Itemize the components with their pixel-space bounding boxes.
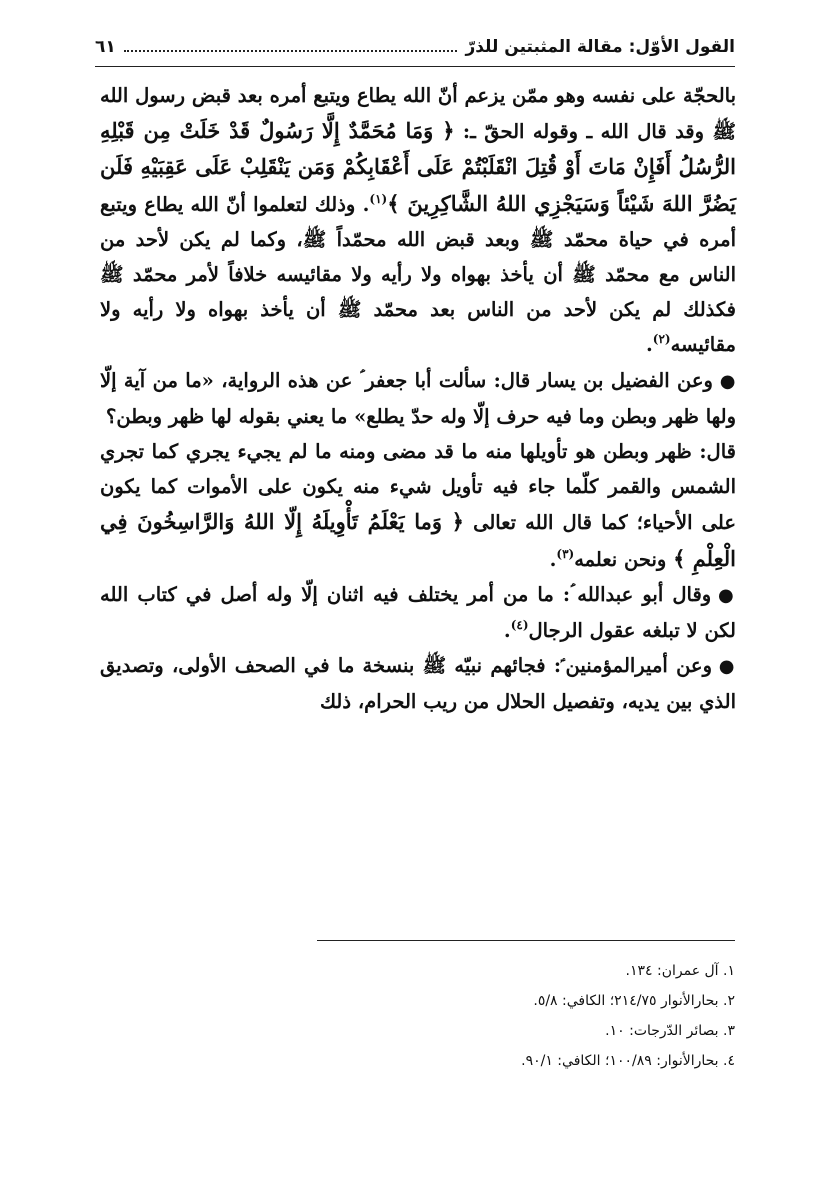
paragraph-end: . xyxy=(549,547,557,571)
paragraph-4 xyxy=(100,577,736,648)
quran-verse: ﴿ وَما يَعْلَمُ تَأْوِيلَهُ إِلّا اللهُ وَالرَّاسِخُونَ فِي الْعِلْمِ ﴾ xyxy=(100,509,736,571)
bullet-icon: ● xyxy=(719,370,736,392)
footnote-2: ٢. بحارالأنوار ٢١٤/٧٥؛ الكافي: ٥/٨. xyxy=(533,993,735,1009)
paragraph-5 xyxy=(100,648,736,719)
paragraph-text: . وذلك لتعلموا أنّ الله يطاع ويتبع أمره في حياة محمّد ﷺ وبعد قبض الله محمّداً ﷺ، وكما لم يكن لأحد من الناس مع محمّد ﷺ أن يأخذ بهواه ولا رأيه ولا مقائيسه خلافاً لأمر محمّد ﷺ فكذلك لم يكن لأحد من الناس بعد محمّد ﷺ أن يأخذ بهواه ولا رأيه ولا مقائيسه xyxy=(100,192,736,357)
chapter-title: القول الأوّل: مقالة المثبتين للذرّ xyxy=(465,37,735,57)
footnote-rule xyxy=(317,940,735,941)
footnote-ref-2: (٢) xyxy=(652,332,671,347)
bullet-icon: ● xyxy=(718,656,736,678)
paragraph-text: وعن أميرالمؤمنين ؑ: فجائهم نبيّه ﷺ بنسخة ما في الصحف الأولى، وتصديق الذي بين يديه، وتفصيل الحلال من ريب الحرام، ذلك xyxy=(100,654,736,714)
bullet-icon: ● xyxy=(718,584,736,606)
paragraph-end: . xyxy=(645,333,653,357)
footnote-ref-4: (٤) xyxy=(510,618,529,633)
footnote-ref-3: (٣) xyxy=(556,546,575,561)
paragraph-text: وعن الفضيل بن يسار قال: سألت أبا جعفر ؑ عن هذه الرواية، «ما من آية إلّا ولها ظهر وبطن وما فيه حرف إلّا وله حدّ يطلع» ما يعني بقوله لها ظهر وبطن؟ xyxy=(100,368,736,428)
paragraph-3 xyxy=(100,434,736,577)
footnotes xyxy=(300,956,735,1076)
paragraph-text: ونحن نعلمه xyxy=(574,547,674,571)
paragraph-text: بالحجّة على نفسه وهو ممّن يزعم أنّ الله يطاع ويتبع أمره بعد قبض رسول الله ﷺ وقد قال الله ـ وقوله الحقّ ـ: xyxy=(100,84,736,144)
paragraph-text: وقال أبو عبدالله ؑ: ما من أمر يختلف فيه اثنان إلّا وله أصل في كتاب الله لكن لا تبلغه عقول الرجال xyxy=(100,582,736,643)
footnote-3: ٣. بصائر الدّرجات: ١٠. xyxy=(605,1023,735,1039)
footnote-1: ١. آل عمران: ١٣٤. xyxy=(625,963,735,979)
running-header xyxy=(95,30,735,64)
paragraph-end: . xyxy=(503,619,511,643)
footnote-4: ٤. بحارالأنوار: ١٠٠/٨٩؛ الكافي: ٩٠/١. xyxy=(521,1053,735,1069)
footnote-ref-1: (١) xyxy=(369,191,388,206)
header-dot-leader xyxy=(124,50,458,52)
quran-verse: ﴿ وَمَا مُحَمَّدٌ إِلَّا رَسُولٌ قَدْ خَلَتْ مِن قَبْلِهِ الرُّسُلُ أَفَإِنْ مَاتَ أَوْ قُتِلَ انْقَلَبْتُمْ عَلَى أَعْقَابِكُمْ وَمَن يَنْقَلِبْ عَلَى عَقِبَيْهِ فَلَن يَضُرَّ اللهَ شَيْئاً وَسَيَجْزِي اللهُ الشَّاكِرِينَ ﴾ xyxy=(100,118,736,216)
paragraph-1 xyxy=(100,78,736,363)
header-rule xyxy=(95,66,735,67)
paragraph-2 xyxy=(100,363,736,434)
paragraph-text: قال: ظهر وبطن هو تأويلها منه ما قد مضى ومنه ما لم يجيء يجري كما تجري الشمس والقمر كلّما جاء فيه تأويل شيء منه يكون على الأموات كما يكون على الأحياء؛ كما قال الله تعالى xyxy=(100,440,736,535)
main-text xyxy=(100,78,736,720)
page-number: ٦١ xyxy=(95,37,116,57)
